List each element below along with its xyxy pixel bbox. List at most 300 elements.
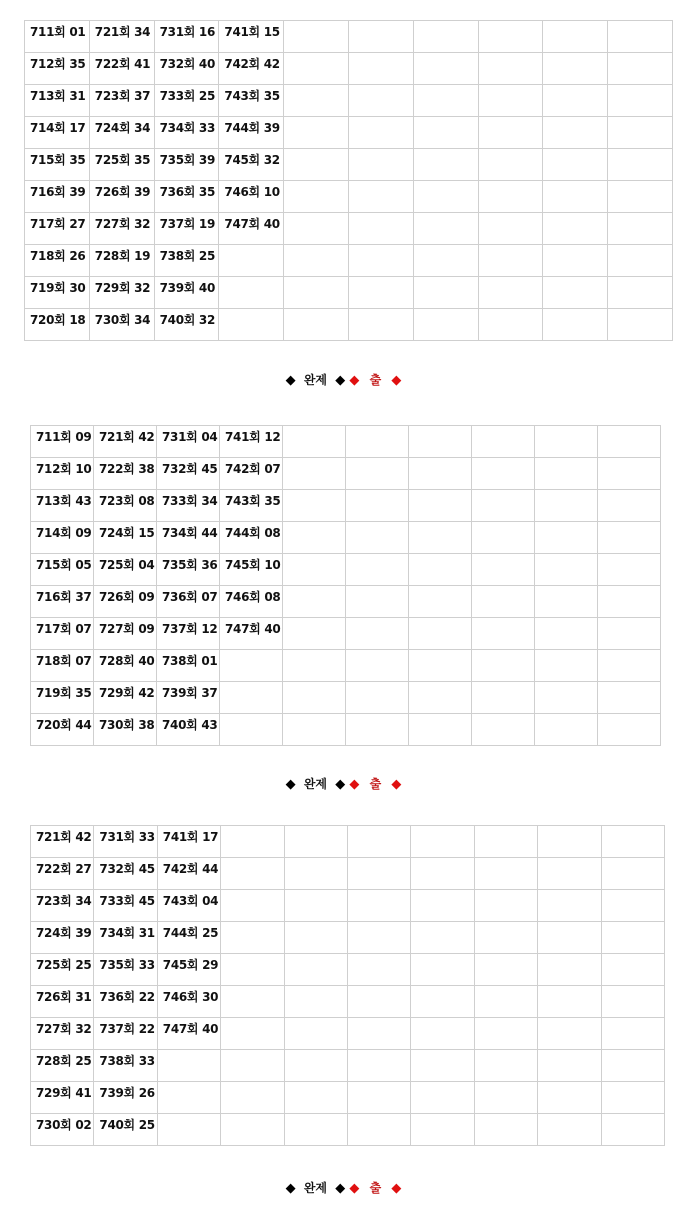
table-cell [598, 650, 661, 682]
table-cell: 726회 39 [89, 181, 154, 213]
table-cell [472, 490, 535, 522]
table-cell: 734회 31 [94, 922, 157, 954]
table-cell [411, 922, 474, 954]
table-cell: 747회 40 [157, 1018, 220, 1050]
table-cell: 733회 25 [154, 85, 219, 117]
table-cell: 724회 39 [31, 922, 94, 954]
table-cell [284, 53, 349, 85]
table-cell: 737회 19 [154, 213, 219, 245]
table-cell [535, 586, 598, 618]
table-cell [538, 986, 601, 1018]
table-cell [598, 426, 661, 458]
table-cell [601, 1018, 664, 1050]
table-cell [283, 618, 346, 650]
table-cell [413, 149, 478, 181]
table-cell [346, 618, 409, 650]
table-cell: 717회 27 [25, 213, 90, 245]
table-cell: 741회 15 [219, 21, 284, 53]
table-cell: 744회 08 [220, 522, 283, 554]
table-row [31, 490, 661, 522]
table-cell [284, 1050, 347, 1082]
table-cell: 741회 12 [220, 426, 283, 458]
table-cell [413, 117, 478, 149]
table-cell [538, 1050, 601, 1082]
table-cell: 736회 35 [154, 181, 219, 213]
table-cell: 712회 10 [31, 458, 94, 490]
table-cell [348, 213, 413, 245]
table-cell [283, 650, 346, 682]
table-cell: 716회 39 [25, 181, 90, 213]
table-cell [221, 986, 284, 1018]
table-cell [474, 1018, 537, 1050]
table-cell [346, 490, 409, 522]
table-cell: 713회 43 [31, 490, 94, 522]
table-cell: 712회 35 [25, 53, 90, 85]
table-cell [347, 954, 410, 986]
table-cell [543, 213, 608, 245]
table-cell [409, 554, 472, 586]
red-diamond-icon: ◆ [391, 777, 402, 792]
table-cell: 721회 42 [94, 426, 157, 458]
table-cell: 745회 32 [219, 149, 284, 181]
table-cell [538, 1082, 601, 1114]
legend-right-text: 출 [369, 777, 382, 791]
table-cell [472, 618, 535, 650]
table-cell: 714회 09 [31, 522, 94, 554]
table-row [31, 458, 661, 490]
table-cell [221, 954, 284, 986]
table-cell [347, 826, 410, 858]
table-cell: 732회 45 [157, 458, 220, 490]
table-cell [346, 522, 409, 554]
red-diamond-icon: ◆ [349, 777, 360, 792]
table-cell [284, 85, 349, 117]
table-cell [219, 245, 284, 277]
table-cell [411, 954, 474, 986]
table-cell: 730회 38 [94, 714, 157, 746]
table-cell [348, 277, 413, 309]
table-cell: 738회 01 [157, 650, 220, 682]
table-cell: 724회 34 [89, 117, 154, 149]
table-cell: 716회 37 [31, 586, 94, 618]
table-cell [284, 309, 349, 341]
table-cell: 746회 30 [157, 986, 220, 1018]
table-cell [413, 21, 478, 53]
table-cell [535, 650, 598, 682]
table-cell: 736회 22 [94, 986, 157, 1018]
table-cell: 725회 25 [31, 954, 94, 986]
table-row [25, 149, 673, 181]
table-cell [601, 922, 664, 954]
legend-left-text: 완제 [303, 777, 328, 791]
table-cell [474, 826, 537, 858]
table-cell [413, 245, 478, 277]
table-cell [284, 245, 349, 277]
results-table-body [25, 21, 673, 341]
table-cell [346, 650, 409, 682]
table-cell [283, 682, 346, 714]
table-cell [157, 1082, 220, 1114]
table-row [25, 213, 673, 245]
table-cell [472, 714, 535, 746]
table-cell [474, 954, 537, 986]
table-cell [283, 490, 346, 522]
table-cell [284, 986, 347, 1018]
table-cell [535, 522, 598, 554]
table-cell [598, 714, 661, 746]
table-row [31, 1018, 665, 1050]
table-row [31, 618, 661, 650]
table-row [31, 650, 661, 682]
table-cell: 729회 42 [94, 682, 157, 714]
table-cell [284, 922, 347, 954]
diamond-icon: ◆ [285, 1181, 296, 1196]
legend-1 [0, 371, 687, 389]
table-cell: 719회 35 [31, 682, 94, 714]
table-cell [409, 618, 472, 650]
table-cell: 733회 45 [94, 890, 157, 922]
table-cell [543, 21, 608, 53]
table-cell [411, 1082, 474, 1114]
table-cell [284, 149, 349, 181]
table-cell [284, 954, 347, 986]
table-cell: 738회 33 [94, 1050, 157, 1082]
table-cell: 746회 08 [220, 586, 283, 618]
table-cell [538, 890, 601, 922]
table-cell: 734회 44 [157, 522, 220, 554]
table-row [31, 522, 661, 554]
table-cell: 739회 40 [154, 277, 219, 309]
table-cell [598, 586, 661, 618]
legend-left-text: 완제 [303, 373, 328, 387]
table-cell [478, 117, 543, 149]
table-cell [598, 490, 661, 522]
table-cell [284, 1114, 347, 1146]
red-diamond-icon: ◆ [349, 1181, 360, 1196]
table-cell [409, 426, 472, 458]
table-cell [474, 858, 537, 890]
table-cell: 718회 07 [31, 650, 94, 682]
table-row [31, 922, 665, 954]
table-cell: 726회 31 [31, 986, 94, 1018]
table-cell [598, 554, 661, 586]
table-cell: 735회 36 [157, 554, 220, 586]
table-row [31, 554, 661, 586]
table-cell [219, 309, 284, 341]
table-cell [220, 650, 283, 682]
results-table-body [31, 426, 661, 746]
table-cell: 745회 29 [157, 954, 220, 986]
table-cell [608, 149, 673, 181]
table-cell [221, 826, 284, 858]
table-cell [543, 277, 608, 309]
table-cell [472, 682, 535, 714]
table-cell [284, 277, 349, 309]
table-cell: 731회 33 [94, 826, 157, 858]
table-cell [543, 309, 608, 341]
table-cell [348, 309, 413, 341]
table-cell [598, 618, 661, 650]
table-cell [413, 277, 478, 309]
table-cell [347, 1082, 410, 1114]
table-cell: 721회 42 [31, 826, 94, 858]
table-cell: 720회 18 [25, 309, 90, 341]
table-cell [543, 85, 608, 117]
table-cell [598, 522, 661, 554]
table-cell [284, 181, 349, 213]
table-cell [472, 522, 535, 554]
table-row [31, 586, 661, 618]
table-cell: 729회 41 [31, 1082, 94, 1114]
table-cell [474, 1082, 537, 1114]
table-row [25, 277, 673, 309]
table-cell: 740회 32 [154, 309, 219, 341]
table-cell [535, 554, 598, 586]
table-cell: 719회 30 [25, 277, 90, 309]
table-cell [284, 117, 349, 149]
table-cell: 715회 05 [31, 554, 94, 586]
results-table-2 [30, 425, 661, 746]
table-cell [283, 426, 346, 458]
table-cell [608, 277, 673, 309]
table-cell: 738회 25 [154, 245, 219, 277]
table-cell [474, 1114, 537, 1146]
table-cell [409, 458, 472, 490]
table-cell [601, 1050, 664, 1082]
table-row [31, 858, 665, 890]
table-cell [348, 117, 413, 149]
table-cell [284, 826, 347, 858]
table-cell: 737회 12 [157, 618, 220, 650]
table-cell: 740회 25 [94, 1114, 157, 1146]
table-cell [348, 85, 413, 117]
table-cell [601, 890, 664, 922]
table-cell [221, 890, 284, 922]
table-cell: 728회 40 [94, 650, 157, 682]
results-table-1 [24, 20, 673, 341]
table-cell: 736회 07 [157, 586, 220, 618]
table-cell: 747회 40 [219, 213, 284, 245]
table-cell: 743회 35 [219, 85, 284, 117]
table-cell [608, 213, 673, 245]
table-cell: 734회 33 [154, 117, 219, 149]
red-diamond-icon: ◆ [349, 373, 360, 388]
table-cell: 737회 22 [94, 1018, 157, 1050]
legend-right-text: 출 [369, 373, 382, 387]
table-cell [535, 490, 598, 522]
table-row [31, 890, 665, 922]
table-cell [283, 554, 346, 586]
table-cell [601, 858, 664, 890]
table-cell [409, 650, 472, 682]
table-row [31, 1082, 665, 1114]
table-cell [346, 554, 409, 586]
table-cell [220, 682, 283, 714]
table-cell [535, 714, 598, 746]
table-cell [538, 1114, 601, 1146]
table-cell [474, 1050, 537, 1082]
table-cell [608, 53, 673, 85]
table-cell [478, 149, 543, 181]
table-cell [221, 858, 284, 890]
table-cell: 746회 10 [219, 181, 284, 213]
table-cell: 718회 26 [25, 245, 90, 277]
table-cell: 735회 33 [94, 954, 157, 986]
legend-2 [0, 775, 687, 793]
table-cell: 731회 16 [154, 21, 219, 53]
table-row [25, 309, 673, 341]
table-row [31, 826, 665, 858]
table-cell [543, 149, 608, 181]
diamond-icon: ◆ [285, 777, 296, 792]
table-cell [346, 458, 409, 490]
table-row [31, 426, 661, 458]
table-cell [535, 458, 598, 490]
table-cell [284, 21, 349, 53]
table-cell: 731회 04 [157, 426, 220, 458]
table-cell [409, 682, 472, 714]
table-cell [472, 586, 535, 618]
table-cell: 732회 40 [154, 53, 219, 85]
table-cell [348, 181, 413, 213]
table-cell [411, 826, 474, 858]
table-row [31, 714, 661, 746]
table-cell [601, 986, 664, 1018]
table-cell [543, 117, 608, 149]
table-cell [346, 682, 409, 714]
table-cell [348, 21, 413, 53]
table-cell: 728회 19 [89, 245, 154, 277]
table-cell [538, 858, 601, 890]
table-cell: 711회 01 [25, 21, 90, 53]
table-cell [283, 522, 346, 554]
table-cell [411, 890, 474, 922]
table-cell [608, 117, 673, 149]
table-row [31, 1114, 665, 1146]
table-cell: 735회 39 [154, 149, 219, 181]
table-cell [598, 682, 661, 714]
table-cell: 742회 42 [219, 53, 284, 85]
table-cell [472, 650, 535, 682]
table-cell: 713회 31 [25, 85, 90, 117]
table-cell: 744회 39 [219, 117, 284, 149]
table-cell: 741회 17 [157, 826, 220, 858]
table-row [25, 53, 673, 85]
table-cell [601, 954, 664, 986]
table-cell: 722회 27 [31, 858, 94, 890]
diamond-icon: ◆ [285, 373, 296, 388]
table-cell [474, 890, 537, 922]
table-cell [543, 53, 608, 85]
table-cell [157, 1114, 220, 1146]
table-cell [348, 245, 413, 277]
table-cell: 744회 25 [157, 922, 220, 954]
results-table-3 [30, 825, 665, 1146]
table-cell [538, 826, 601, 858]
table-cell [347, 1050, 410, 1082]
table-cell [411, 1018, 474, 1050]
table-cell [543, 181, 608, 213]
table-cell [347, 1018, 410, 1050]
table-cell [284, 858, 347, 890]
table-cell [478, 213, 543, 245]
table-cell [220, 714, 283, 746]
table-cell [474, 986, 537, 1018]
table-cell [284, 1018, 347, 1050]
table-cell: 728회 25 [31, 1050, 94, 1082]
table-cell: 747회 40 [220, 618, 283, 650]
table-cell: 742회 44 [157, 858, 220, 890]
legend-left-text: 완제 [303, 1181, 328, 1195]
table-cell [413, 181, 478, 213]
table-cell [411, 1114, 474, 1146]
table-cell [478, 53, 543, 85]
table-cell [538, 1018, 601, 1050]
table-cell [409, 586, 472, 618]
table-cell [346, 586, 409, 618]
table-cell [346, 714, 409, 746]
table-cell [474, 922, 537, 954]
table-cell [413, 85, 478, 117]
table-cell [411, 986, 474, 1018]
table-cell [221, 922, 284, 954]
table-cell [284, 1082, 347, 1114]
diamond-icon: ◆ [335, 373, 346, 388]
table-cell [535, 618, 598, 650]
table-cell: 723회 37 [89, 85, 154, 117]
table-cell [348, 53, 413, 85]
table-cell: 722회 38 [94, 458, 157, 490]
table-cell [608, 21, 673, 53]
table-cell [478, 181, 543, 213]
table-cell [608, 309, 673, 341]
table-cell: 723회 08 [94, 490, 157, 522]
table-cell [601, 1114, 664, 1146]
table-cell [284, 213, 349, 245]
table-cell [283, 586, 346, 618]
table-row [25, 181, 673, 213]
table-cell: 730회 02 [31, 1114, 94, 1146]
table-cell: 726회 09 [94, 586, 157, 618]
table-cell [413, 53, 478, 85]
table-cell: 727회 32 [31, 1018, 94, 1050]
table-cell: 732회 45 [94, 858, 157, 890]
table-cell [221, 1050, 284, 1082]
table-cell [347, 986, 410, 1018]
table-cell [409, 490, 472, 522]
table-cell [221, 1114, 284, 1146]
table-row [25, 85, 673, 117]
table-cell: 739회 26 [94, 1082, 157, 1114]
red-diamond-icon: ◆ [391, 373, 402, 388]
table-cell [538, 954, 601, 986]
table-cell [478, 21, 543, 53]
table-cell: 740회 43 [157, 714, 220, 746]
table-cell [221, 1082, 284, 1114]
table-cell [535, 426, 598, 458]
table-cell: 717회 07 [31, 618, 94, 650]
table-cell: 727회 09 [94, 618, 157, 650]
table-cell: 723회 34 [31, 890, 94, 922]
table-cell [409, 714, 472, 746]
legend-right-text: 출 [369, 1181, 382, 1195]
table-cell: 739회 37 [157, 682, 220, 714]
table-cell [601, 826, 664, 858]
table-cell [409, 522, 472, 554]
table-cell: 742회 07 [220, 458, 283, 490]
table-cell: 745회 10 [220, 554, 283, 586]
red-diamond-icon: ◆ [391, 1181, 402, 1196]
